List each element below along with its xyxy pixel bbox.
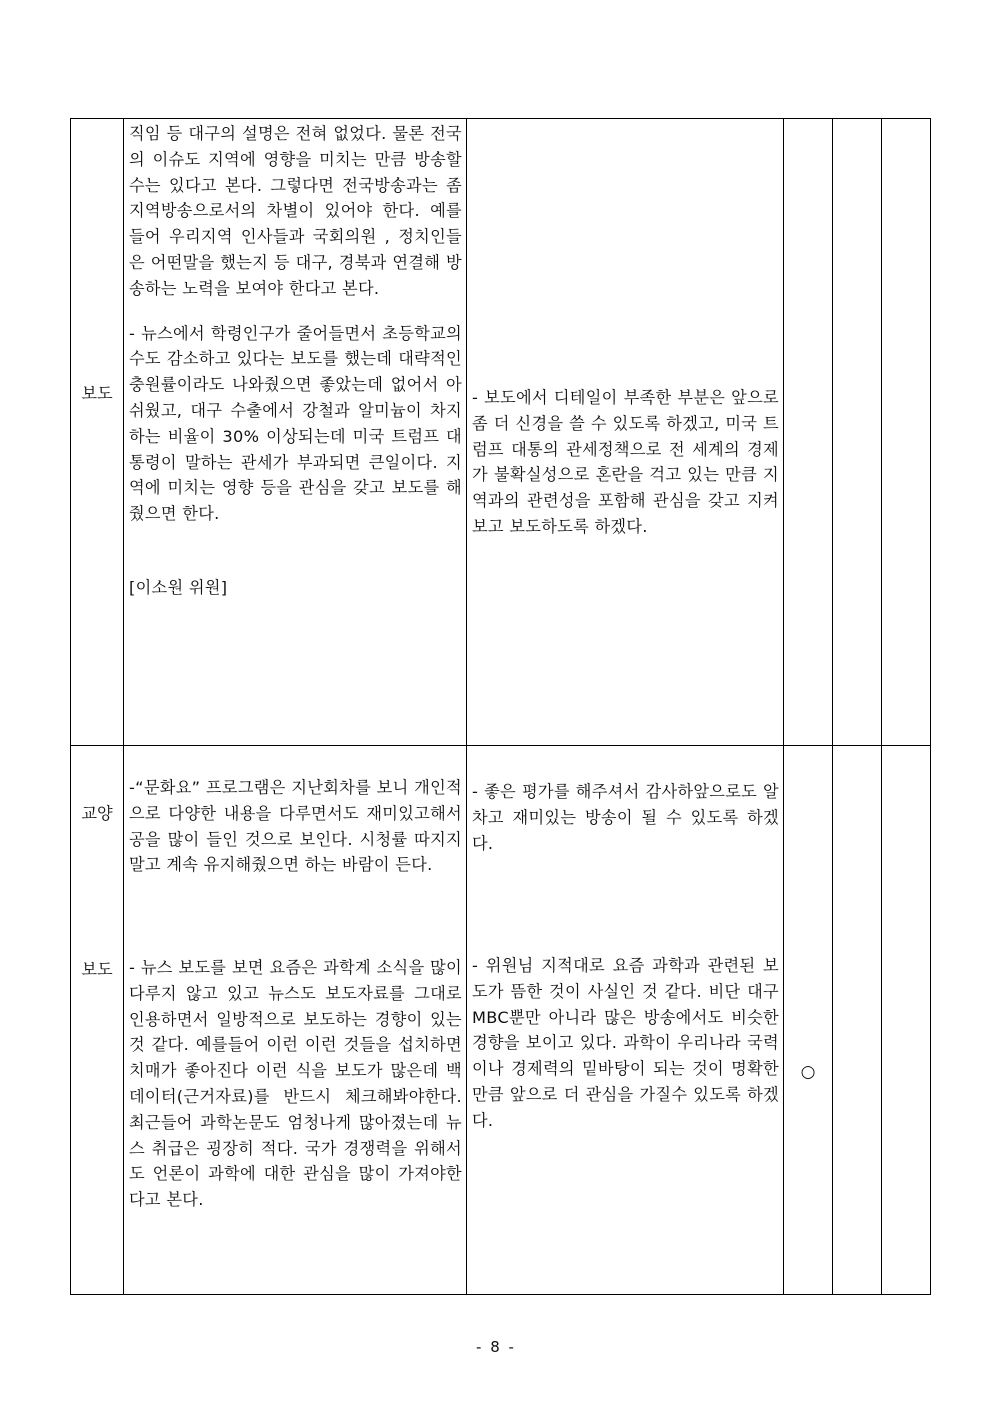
check-cell <box>882 746 931 1295</box>
check-cell <box>833 119 882 746</box>
category-cell <box>71 119 124 746</box>
category-cell <box>71 746 124 1295</box>
check-cell <box>833 746 882 1295</box>
opinion-text: -“문화요” 프로그램은 지난회차를 보니 개인적으로 다양한 내용을 다루면서도 재미있고해서 공을 많이 들인 것으로 보인다. 시청률 따지지 말고 계속 유지해줬으면 하는 바람이 든다. <box>129 778 462 875</box>
opinion-text: 직임 등 대구의 설명은 전혀 없었다. 물론 전국의 이슈도 지역에 영향을 미치는 만큼 방송할 수는 있다고 본다. 그렇다면 전국방송과는 좀 지역방송으로서의 차별이 있어야 한다. 예를 들어 우리지역 인사들과 국회의원 , 정치인들은 어떤말을 했는지 등 대구, 경북과 연결해 방송하는 노력을 보여야 한다고 본다. <box>129 124 462 298</box>
response-cell <box>467 746 784 1295</box>
member-name: [이소원 위원] <box>129 577 228 597</box>
opinion-cell <box>124 119 467 746</box>
table-row <box>71 746 931 1295</box>
response-text: - 보도에서 디테일이 부족한 부분은 앞으로 좀 더 신경을 쓸 수 있도록 하겠고, 미국 트럼프 대통의 관세정책으로 전 세계의 경제가 불확실성으로 혼란을 걱고 있는 만큼 지역과의 관련성을 포함해 관심을 갖고 지켜보고 보도하도록 하겠다. <box>472 388 779 536</box>
opinion-cell <box>124 746 467 1295</box>
check-cell <box>784 119 833 746</box>
response-cell <box>467 119 784 746</box>
response-text: - 좋은 평가를 해주셔서 감사하앞으로도 알차고 재미있는 방송이 될 수 있도록 하겠다. <box>472 782 779 853</box>
opinion-text: - 뉴스 보도를 보면 요즘은 과학계 소식을 많이 다루지 않고 있고 뉴스도 보도자료를 그대로 인용하면서 일방적으로 보도하는 경향이 있는 것 같다. 예를들어 이런 이런 것들을 섭치하면 치매가 좋아진다 이런 식을 보도가 많은데 백데이터(근거자료)를 반드시 체크해봐야한다. 최근들어 과학논문도 엄청나게 많아졌는데 뉴스 취급은 굉장히 적다. 국가 경쟁력을 위해서도 언론이 과학에 대한 관심을 많이 가져야한다고 본다. <box>129 958 462 1210</box>
response-text: - 위원님 지적대로 요즘 과학과 관련된 보도가 뜸한 것이 사실인 것 같다. 비단 대구MBC뿐만 아니라 많은 방송에서도 비슷한 경향을 보이고 있다. 과학이 우리나라 국력이나 경제력의 밑바탕이 되는 것이 명확한 만큼 앞으로 더 관심을 가질수 있도록 하겠다. <box>472 956 779 1130</box>
check-cell <box>784 746 833 1295</box>
opinion-text: - 뉴스에서 학령인구가 줄어들면서 초등학교의 수도 감소하고 있다는 보도를 했는데 대략적인 충원률이라도 나와줬으면 좋았는데 없어서 아쉬웠고, 대구 수출에서 강철과 알미늄이 차지하는 비율이 30% 이상되는데 미국 트럼프 대통령이 말하는 관세가 부과되면 큰일이다. 지역에 미치는 영향 등을 관심을 갖고 보도를 해줬으면 한다. <box>129 323 462 524</box>
check-mark: ○ <box>800 1062 816 1082</box>
table-row <box>71 119 931 746</box>
check-cell <box>882 119 931 746</box>
category-label: 보도 <box>81 960 113 979</box>
category-label: 보도 <box>81 384 113 403</box>
category-label: 교양 <box>81 804 113 823</box>
minutes-table <box>70 118 931 1295</box>
page-number: - 8 - <box>476 1338 516 1356</box>
